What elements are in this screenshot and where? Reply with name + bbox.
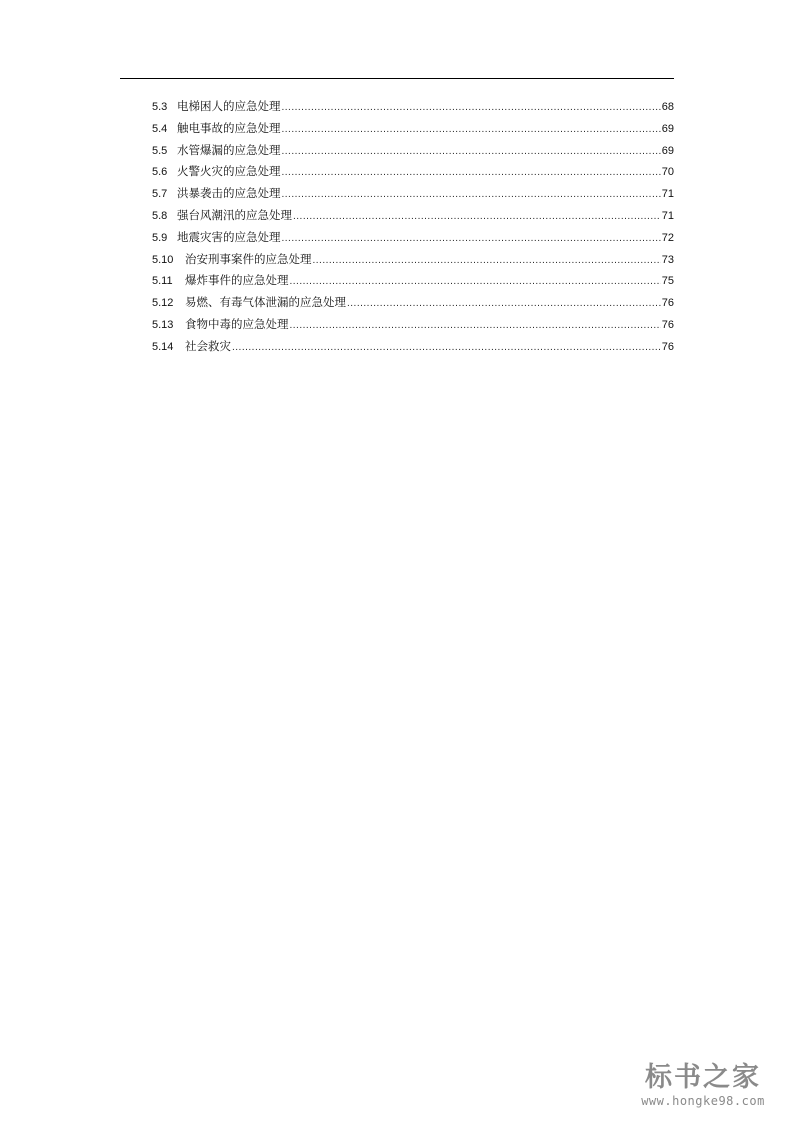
toc-entry-number: 5.8 [152,209,168,222]
toc-entry-title: 爆炸事件的应急处理 [185,273,289,288]
toc-entry-page: 75 [661,275,674,288]
toc-entry-number: 5.14 [152,340,174,353]
toc-entry[interactable] [152,96,674,118]
toc-entry[interactable] [152,314,674,336]
toc-dot-leader [282,228,661,250]
toc-entry-title: 食物中毒的应急处理 [185,316,289,331]
toc-dot-leader [313,250,661,272]
toc-dot-leader [282,97,661,119]
toc-entry-title: 治安刑事案件的应急处理 [185,251,312,266]
toc-entry-title: 火警火灾的应急处理 [177,164,281,179]
toc-dot-leader [282,184,661,206]
toc-entry[interactable] [152,292,674,314]
toc-entry-page: 68 [661,101,674,113]
header-rule [120,78,674,79]
toc-entry-number: 5.9 [152,231,168,244]
toc-entry-number: 5.10 [152,253,174,266]
toc-entry-title: 强台风潮汛的应急处理 [177,207,292,222]
watermark-title: 标书之家 [645,1062,761,1093]
watermark-url: www.hongke98.com [641,1094,765,1108]
toc-dot-leader [293,206,661,228]
toc-entry-page: 76 [661,297,674,310]
toc-dot-leader [232,337,661,359]
toc-entry-page: 76 [661,340,674,353]
toc-entry-title: 洪暴袭击的应急处理 [177,186,281,201]
toc-entry[interactable] [152,336,674,358]
toc-dot-leader [347,293,661,315]
toc-entry[interactable] [152,183,674,205]
toc-entry-page: 76 [661,318,674,331]
toc-entry-page: 72 [661,231,674,244]
table-of-contents [152,96,674,358]
toc-entry-page: 71 [661,188,674,201]
toc-entry-number: 5.4 [152,122,168,135]
watermark-logo [623,1062,783,1108]
toc-entry[interactable] [152,227,674,249]
toc-entry-number: 5.13 [152,318,174,331]
toc-dot-leader [290,271,661,293]
toc-entry-page: 69 [661,144,674,157]
toc-entry-page: 69 [661,122,674,135]
toc-entry-title: 电梯困人的应急处理 [177,99,281,113]
toc-entry-number: 5.12 [152,297,174,310]
toc-dot-leader [282,141,661,163]
toc-entry-title: 易燃、有毒气体泄漏的应急处理 [185,295,346,310]
toc-entry-number: 5.7 [152,188,168,201]
toc-entry-number: 5.11 [152,275,173,288]
toc-entry[interactable] [152,161,674,183]
toc-entry-page: 70 [661,166,674,179]
toc-entry-page: 73 [661,253,674,266]
toc-dot-leader [282,119,661,141]
toc-entry-number: 5.6 [152,166,168,179]
toc-entry-title: 社会救灾 [185,338,231,353]
toc-entry[interactable] [152,205,674,227]
toc-entry-title: 水管爆漏的应急处理 [177,142,281,157]
toc-dot-leader [290,315,661,337]
toc-entry-page: 71 [661,209,674,222]
toc-entry[interactable] [152,249,674,271]
toc-entry-number: 5.5 [152,144,168,157]
toc-entry-number: 5.3 [152,101,168,113]
toc-entry-title: 地震灾害的应急处理 [177,229,281,244]
toc-entry[interactable] [152,270,674,292]
toc-dot-leader [282,162,661,184]
toc-entry-title: 触电事故的应急处理 [177,120,281,135]
toc-entry[interactable] [152,118,674,140]
toc-entry[interactable] [152,140,674,162]
